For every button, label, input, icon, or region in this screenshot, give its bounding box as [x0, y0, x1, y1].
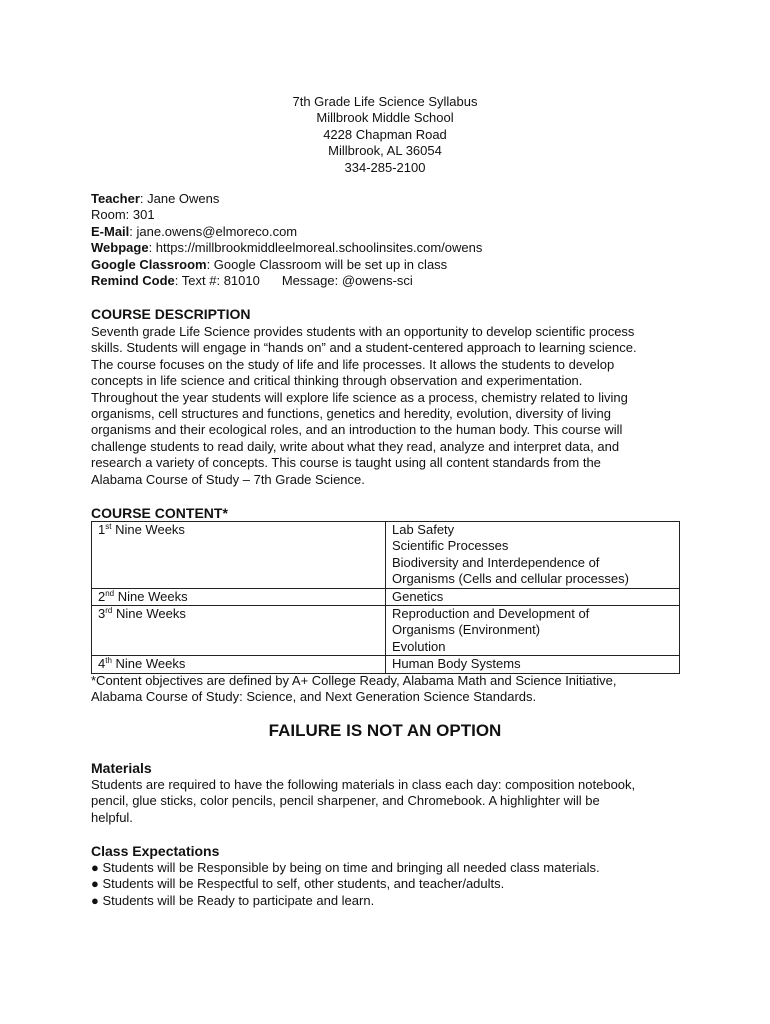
- course-description-body: [91, 324, 637, 488]
- table-row: [92, 588, 680, 605]
- topics-cell: [386, 606, 680, 656]
- teacher-value: : Jane Owens: [139, 191, 220, 206]
- topic-item: Genetics: [392, 588, 444, 604]
- paragraph-line: The course focuses on the study of life and life processes. It allows the students to develop: [91, 356, 615, 372]
- quarter-suffix: th: [105, 656, 112, 666]
- school-city: Millbrook, AL 36054: [328, 143, 442, 159]
- paragraph-line: Throughout the year students will explore life science as a process, chemistry related to living: [91, 389, 628, 405]
- list-item: ● Students will be Ready to participate and learn.: [91, 892, 375, 908]
- quarter-label: Nine Weeks: [114, 588, 188, 604]
- table-row: [92, 656, 680, 673]
- quarter-suffix: rd: [105, 606, 113, 616]
- footnote-line: *Content objectives are defined by A+ College Ready, Alabama Math and Science Initiative,: [91, 673, 617, 688]
- topics-cell: [386, 588, 680, 605]
- teacher-label: Teacher: [91, 191, 140, 206]
- webpage-line: [91, 240, 482, 256]
- webpage-value: : https://millbrookmiddleelmoreal.schoolinsites.com/owens: [148, 240, 483, 256]
- course-content-heading: COURSE CONTENT*: [91, 505, 228, 521]
- table-row: [92, 522, 680, 589]
- topic-item: Scientific Processes: [392, 538, 509, 554]
- course-content-table: [91, 521, 680, 674]
- quarter-cell: [92, 588, 386, 605]
- school-street: 4228 Chapman Road: [323, 126, 447, 142]
- paragraph-line: pencil, glue sticks, color pencils, pencil sharpener, and Chromebook. A highlighter will be: [91, 793, 600, 809]
- footnote-line: Alabama Course of Study: Science, and Next Generation Science Standards.: [91, 689, 537, 705]
- document-title: 7th Grade Life Science Syllabus: [292, 94, 478, 109]
- quarter-cell: [92, 522, 386, 589]
- quarter-cell: [92, 606, 386, 656]
- topic-item: Organisms (Environment): [392, 622, 541, 638]
- teacher-line: [91, 191, 482, 207]
- paragraph-line: Seventh grade Life Science provides students with an opportunity to develop scientific process: [91, 324, 635, 339]
- paragraph-line: concepts in life science and critical thinking through observation and experimentation.: [91, 373, 583, 389]
- email-value: : jane.owens@elmoreco.com: [129, 223, 298, 239]
- topic-item: Reproduction and Development of: [392, 606, 590, 622]
- topic-item: Biodiversity and Interdependence of: [392, 554, 600, 570]
- paragraph-line: Students are required to have the following materials in class each day: composition notebook,: [91, 777, 636, 792]
- quarter-number: 4: [98, 656, 106, 672]
- table-row: [92, 606, 680, 656]
- topics-cell: [386, 656, 680, 673]
- room-line: Room: 301: [91, 207, 155, 223]
- paragraph-line: challenge students to read daily, write about what they read, analyze and interpret data, and: [91, 438, 620, 454]
- school-phone: 334-285-2100: [344, 159, 426, 175]
- email-label: E-Mail: [91, 223, 130, 239]
- school-name: Millbrook Middle School: [316, 110, 454, 126]
- topics-cell: [386, 522, 680, 589]
- quarter-suffix: nd: [105, 588, 115, 598]
- email-line: [91, 224, 482, 240]
- remind-text: : Text #: 81010: [174, 273, 260, 289]
- expectations-heading: Class Expectations: [91, 843, 220, 859]
- remind-line: [91, 273, 482, 289]
- list-item: ● Students will be Respectful to self, other students, and teacher/adults.: [91, 876, 505, 892]
- classroom-value: : Google Classroom will be set up in class: [206, 256, 448, 272]
- quarter-suffix: st: [105, 522, 112, 531]
- expectations-list: [91, 860, 600, 909]
- topic-item: Human Body Systems: [392, 656, 521, 672]
- topic-item: Evolution: [392, 638, 446, 654]
- remind-message: Message: @owens-sci: [281, 273, 413, 289]
- quarter-cell: [92, 656, 386, 673]
- document-header: [0, 94, 770, 176]
- paragraph-line: Alabama Course of Study – 7th Grade Science.: [91, 471, 365, 487]
- motto-heading: FAILURE IS NOT AN OPTION: [268, 721, 502, 740]
- teacher-info: [91, 191, 482, 289]
- topic-item: Lab Safety: [392, 522, 455, 537]
- materials-heading: Materials: [91, 760, 152, 776]
- materials-body: [91, 777, 635, 826]
- classroom-label: Google Classroom: [91, 256, 207, 272]
- topic-item: Organisms (Cells and cellular processes): [392, 571, 629, 587]
- course-description-heading: COURSE DESCRIPTION: [91, 306, 251, 322]
- paragraph-line: organisms and their ecological roles, and an introduction to the human body. This course will: [91, 422, 623, 438]
- paragraph-line: skills. Students will engage in “hands on” and a student-centered approach to learning science.: [91, 340, 637, 356]
- quarter-number: 1: [98, 522, 106, 537]
- paragraph-line: research a variety of concepts. This course is taught using all content standards from the: [91, 455, 601, 471]
- quarter-label: Nine Weeks: [112, 606, 186, 622]
- paragraph-line: organisms, cell structures and functions, genetics and heredity, evolution, diversity of living: [91, 406, 612, 422]
- classroom-line: [91, 257, 482, 273]
- remind-label: Remind Code: [91, 273, 175, 289]
- quarter-number: 2: [98, 588, 106, 604]
- quarter-label: Nine Weeks: [111, 522, 185, 537]
- webpage-label: Webpage: [91, 240, 149, 256]
- list-item: ● Students will be Responsible by being on time and bringing all needed class materials.: [91, 860, 600, 875]
- quarter-number: 3: [98, 606, 106, 622]
- content-footnote: [91, 673, 617, 706]
- quarter-label: Nine Weeks: [111, 656, 186, 672]
- paragraph-line: helpful.: [91, 809, 133, 825]
